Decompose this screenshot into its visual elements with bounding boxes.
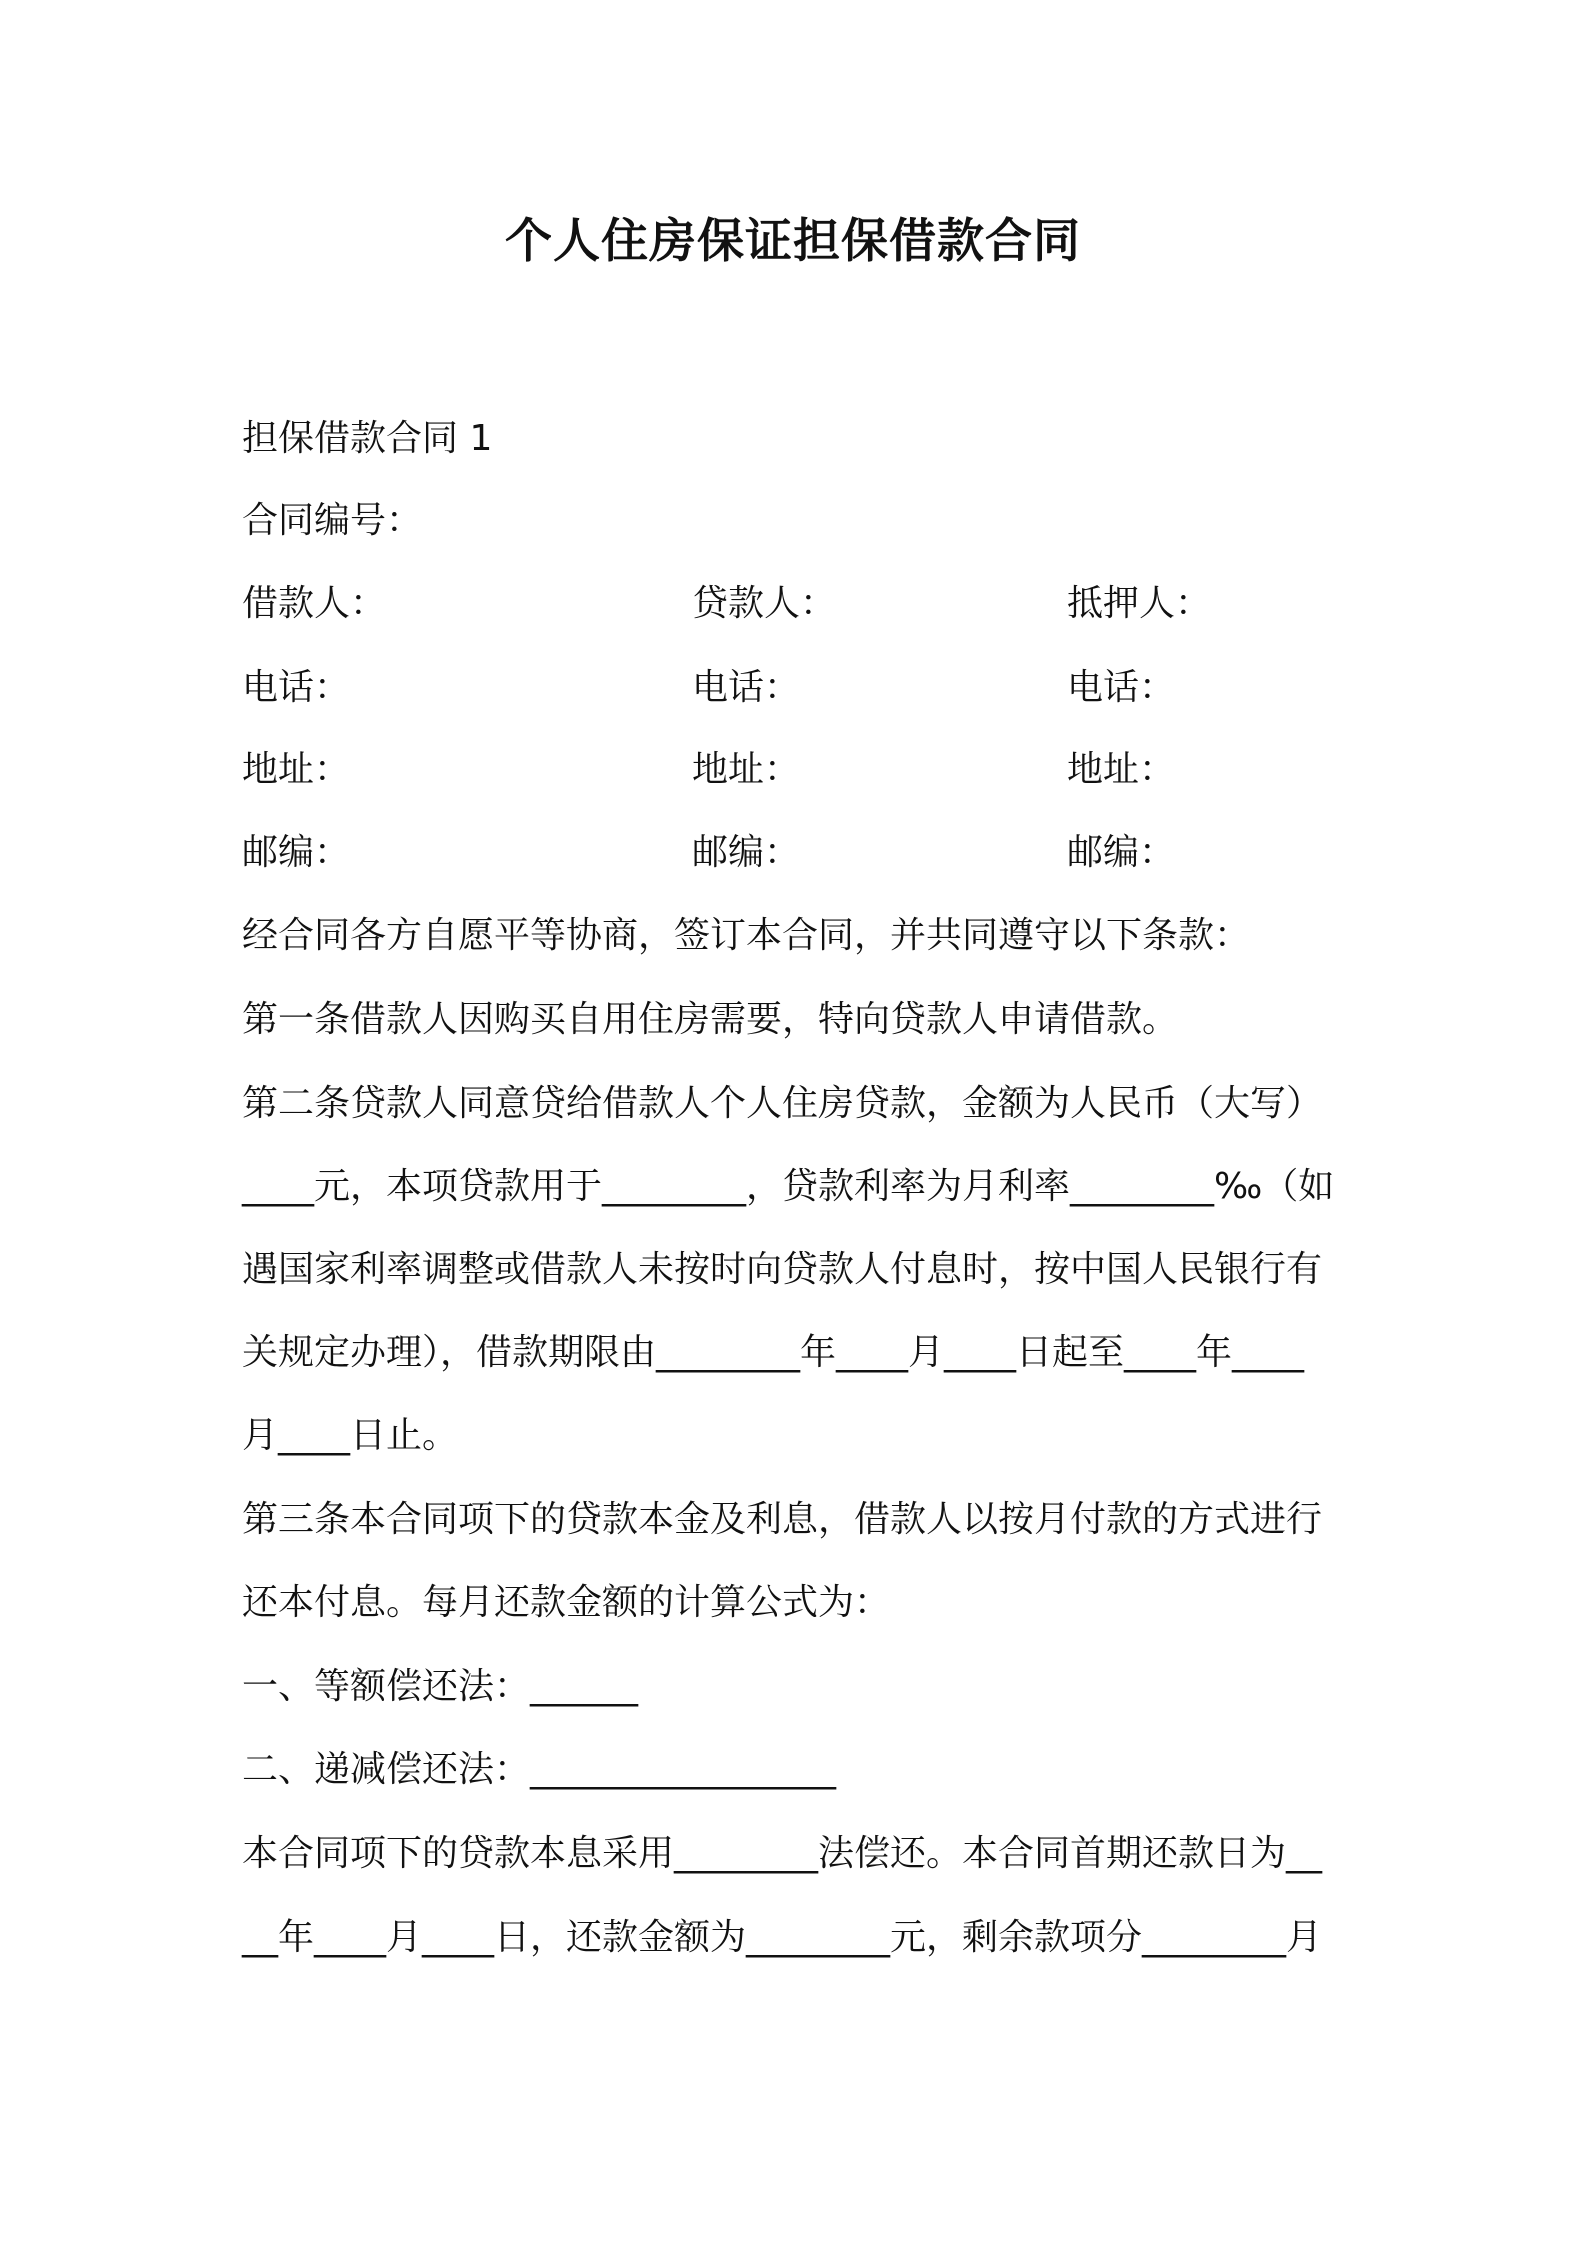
pledger-postcode-label: 邮编： [1067, 832, 1176, 873]
article-2-line-2: ____元，本项贷款用于________，贷款利率为月利率________‰（如 [242, 1166, 1335, 1207]
article-2-line-4: 关规定办理），借款期限由________年____月____日起至____年____ [242, 1332, 1305, 1373]
article-3-line-2: 还本付息。每月还款金额的计算公式为： [242, 1582, 891, 1623]
contract-subtitle: 担保借款合同 1 [242, 418, 493, 459]
method-equal-installment: 一、等额偿还法：______ [242, 1666, 639, 1707]
borrower-label: 借款人： [242, 583, 387, 624]
intro-paragraph: 经合同各方自愿平等协商，签订本合同，并共同遵守以下条款： [242, 915, 1251, 956]
pledger-phone-label: 电话： [1067, 667, 1176, 708]
borrower-phone-label: 电话： [242, 667, 351, 708]
article-3-line-1: 第三条本合同项下的贷款本金及利息，借款人以按月付款的方式进行 [242, 1499, 1323, 1540]
lender-phone-label: 电话： [692, 667, 801, 708]
method-declining-installment: 二、递减偿还法：_________________ [242, 1749, 837, 1790]
article-1: 第一条借款人因购买自用住房需要，特向贷款人申请借款。 [242, 999, 1179, 1040]
article-2-line-3: 遇国家利率调整或借款人未按时向贷款人付息时，按中国人民银行有 [242, 1249, 1323, 1290]
lender-label: 贷款人： [692, 583, 837, 624]
pledger-address-label: 地址： [1067, 749, 1176, 790]
borrower-postcode-label: 邮编： [242, 832, 351, 873]
article-2-line-1: 第二条贷款人同意贷给借款人个人住房贷款，金额为人民币（大写） [242, 1083, 1323, 1124]
repayment-line-1: 本合同项下的贷款本息采用________法偿还。本合同首期还款日为__ [242, 1833, 1323, 1874]
lender-address-label: 地址： [692, 749, 801, 790]
lender-postcode-label: 邮编： [692, 832, 801, 873]
pledger-label: 抵押人： [1067, 583, 1212, 624]
borrower-address-label: 地址： [242, 749, 351, 790]
repayment-line-2: __年____月____日，还款金额为________元，剩余款项分________月 [242, 1917, 1323, 1958]
document-title: 个人住房保证担保借款合同 [505, 214, 1081, 269]
article-2-line-5: 月____日止。 [242, 1415, 459, 1456]
contract-number-label: 合同编号： [242, 500, 423, 541]
